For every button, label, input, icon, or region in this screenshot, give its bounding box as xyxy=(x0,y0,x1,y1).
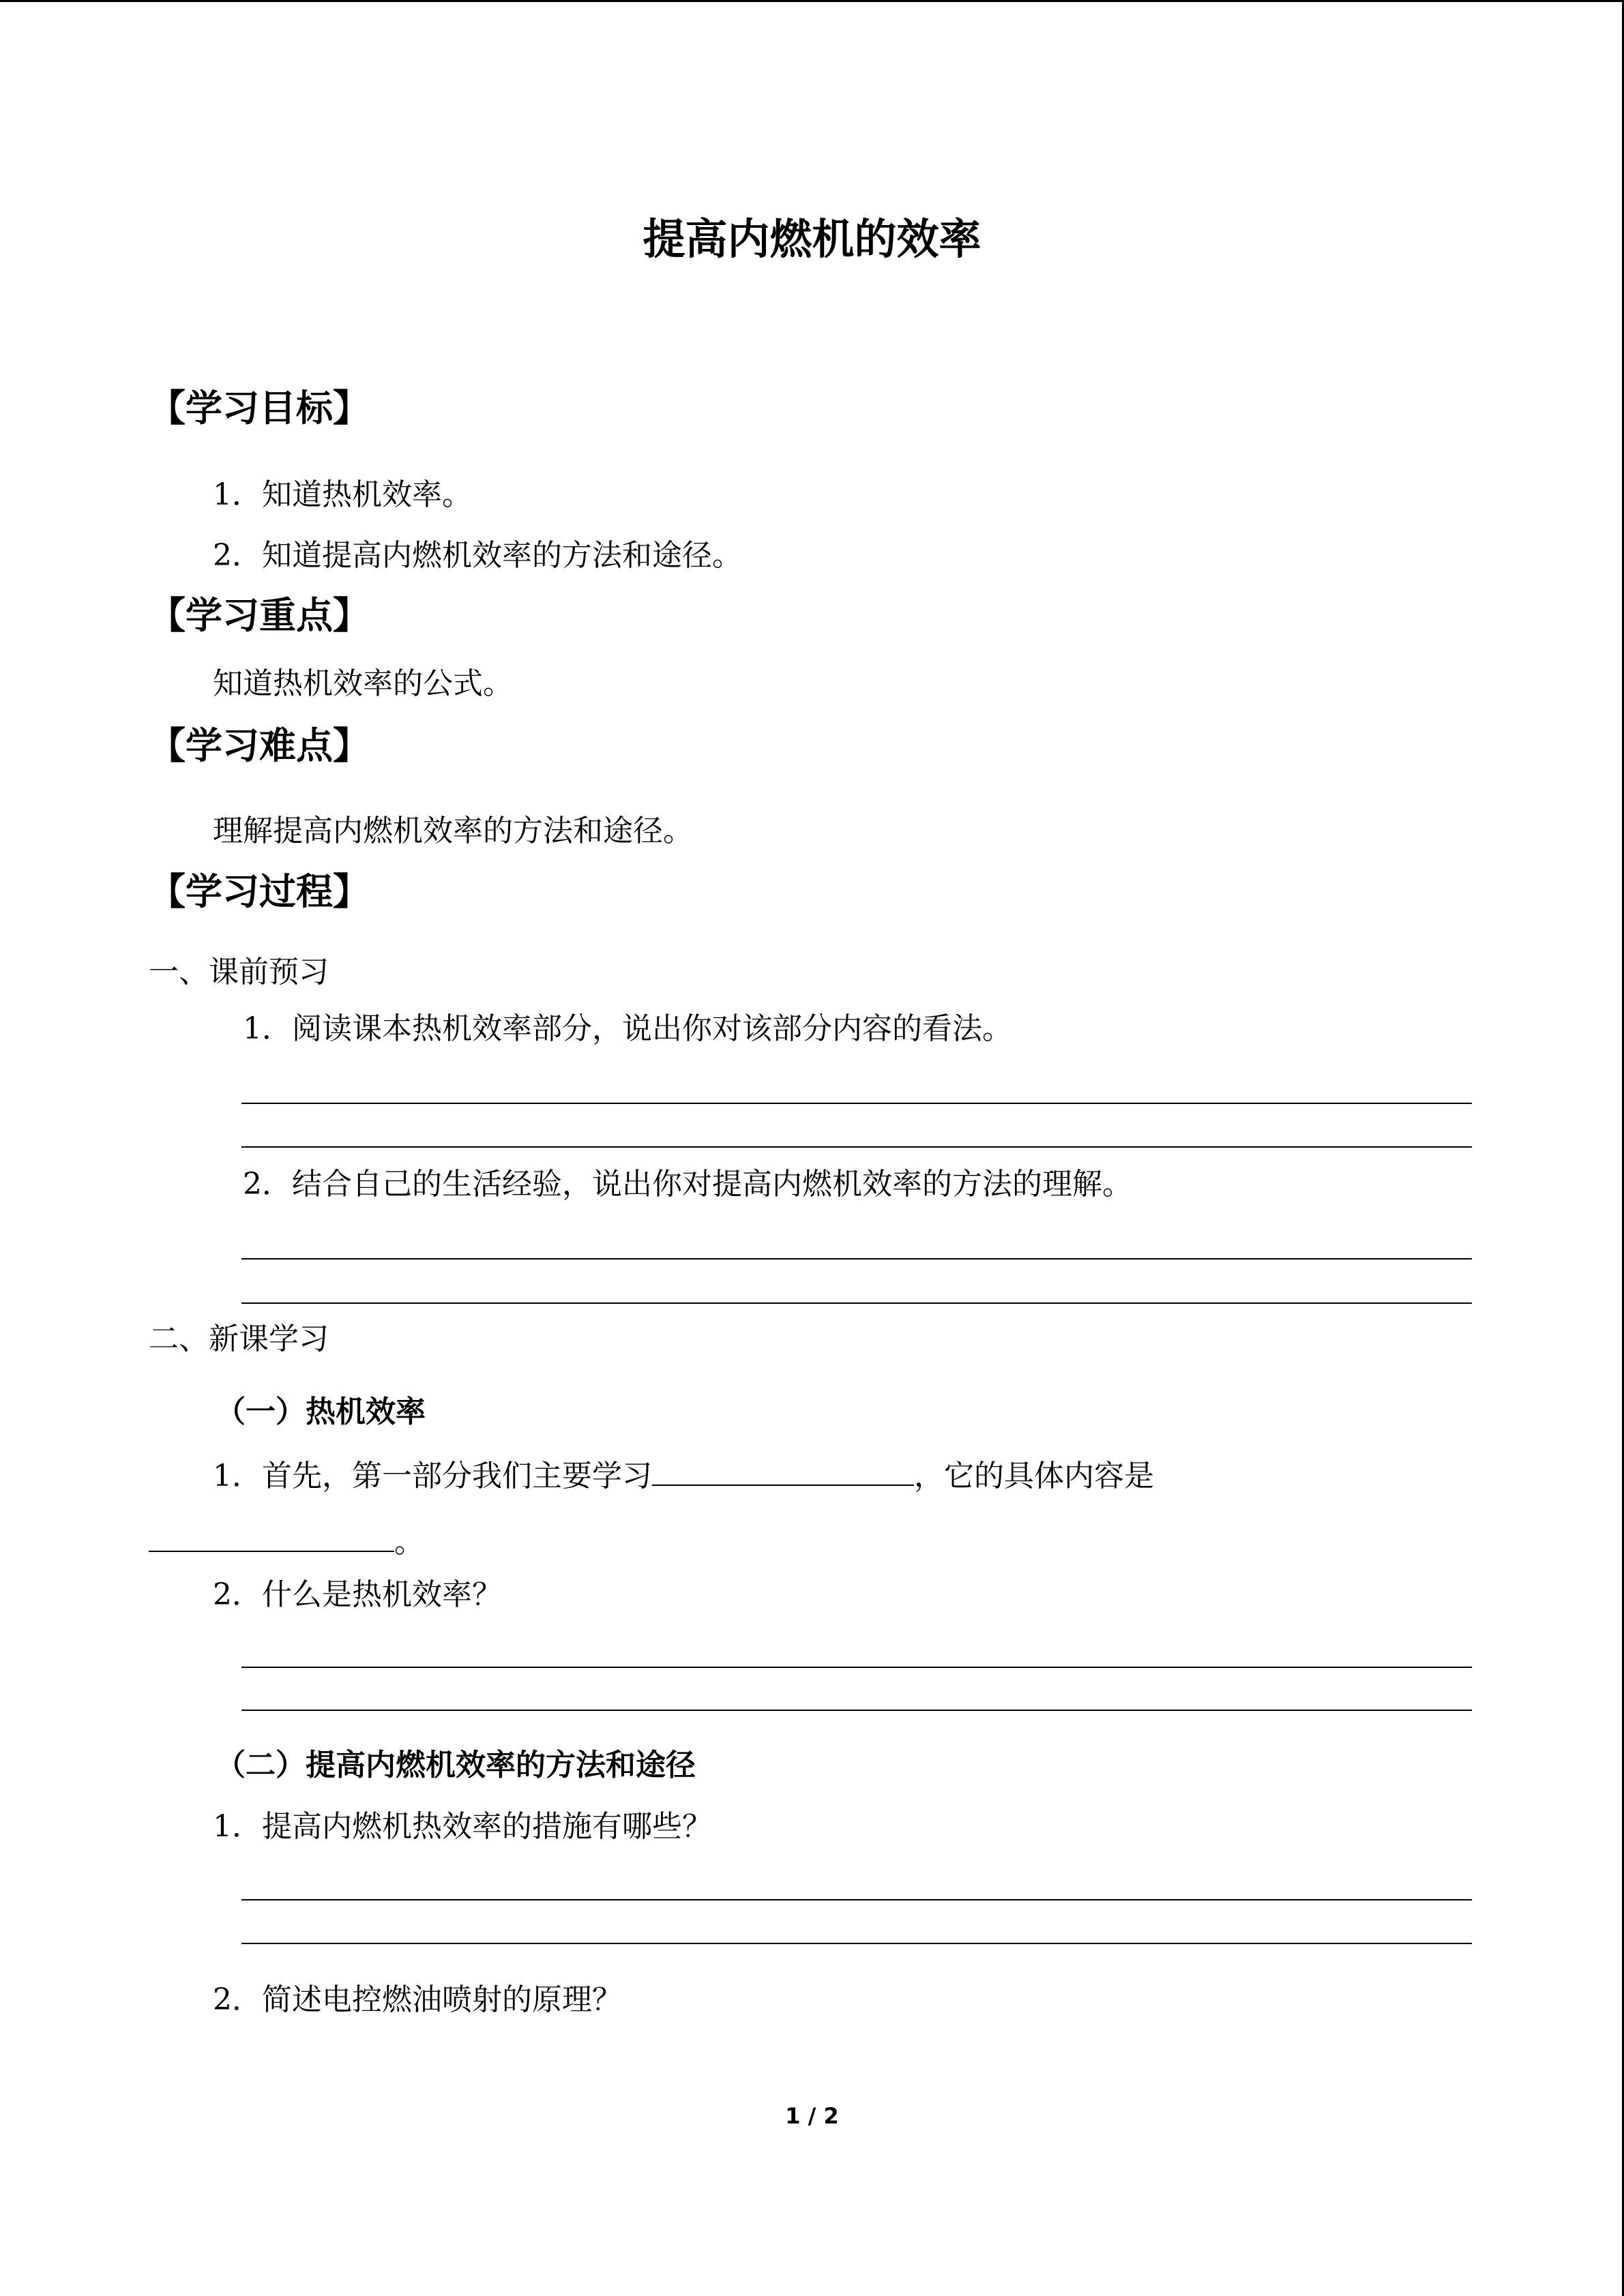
part1-question-1-mid: ，它的具体内容是 xyxy=(914,1459,1154,1493)
answer-line xyxy=(241,1899,1472,1900)
objective-item-2: 2．知道提高内燃机效率的方法和途径。 xyxy=(213,538,742,573)
answer-line xyxy=(241,1943,1472,1944)
page-border-top xyxy=(0,0,1624,2)
preview-question-2: 2．结合自己的生活经验，说出你对提高内燃机效率的方法的理解。 xyxy=(243,1167,1132,1202)
new-lesson-heading: 二、新课学习 xyxy=(149,1322,329,1356)
process-heading: 【学习过程】 xyxy=(149,870,370,913)
objectives-heading: 【学习目标】 xyxy=(149,387,370,430)
preview-question-1: 1．阅读课本热机效率部分，说出你对该部分内容的看法。 xyxy=(243,1011,1012,1046)
part1-question-1-continuation xyxy=(149,1521,424,1561)
fill-blank xyxy=(149,1521,394,1552)
answer-line xyxy=(241,1667,1472,1668)
part1-question-1 xyxy=(213,1455,1154,1495)
part1-question-2: 2．什么是热机效率？ xyxy=(213,1577,502,1612)
answer-line xyxy=(241,1146,1472,1148)
answer-line xyxy=(241,1258,1472,1259)
answer-line xyxy=(241,1302,1472,1304)
answer-line xyxy=(241,1103,1472,1104)
page-title: 提高内燃机的效率 xyxy=(643,214,981,264)
part1-heading: （一）热机效率 xyxy=(216,1395,426,1429)
key-points-text: 知道热机效率的公式。 xyxy=(213,666,513,701)
page-number: 1 / 2 xyxy=(785,2103,839,2129)
part1-question-1-prefix: 1．首先，第一部分我们主要学习 xyxy=(213,1459,652,1493)
fill-blank xyxy=(652,1455,914,1486)
part2-question-2: 2．简述电控燃油喷射的原理？ xyxy=(213,1982,622,2017)
objective-item-1: 1．知道热机效率。 xyxy=(213,477,472,512)
part1-question-1-end: 。 xyxy=(394,1525,424,1560)
preview-heading: 一、课前预习 xyxy=(149,955,329,989)
key-points-heading: 【学习重点】 xyxy=(149,594,370,637)
difficulties-heading: 【学习难点】 xyxy=(149,724,370,767)
part2-heading: （二）提高内燃机效率的方法和途径 xyxy=(216,1748,696,1783)
answer-line xyxy=(241,1710,1472,1711)
part2-question-1: 1．提高内燃机热效率的措施有哪些？ xyxy=(213,1809,712,1844)
difficulties-text: 理解提高内燃机效率的方法和途径。 xyxy=(213,814,693,848)
